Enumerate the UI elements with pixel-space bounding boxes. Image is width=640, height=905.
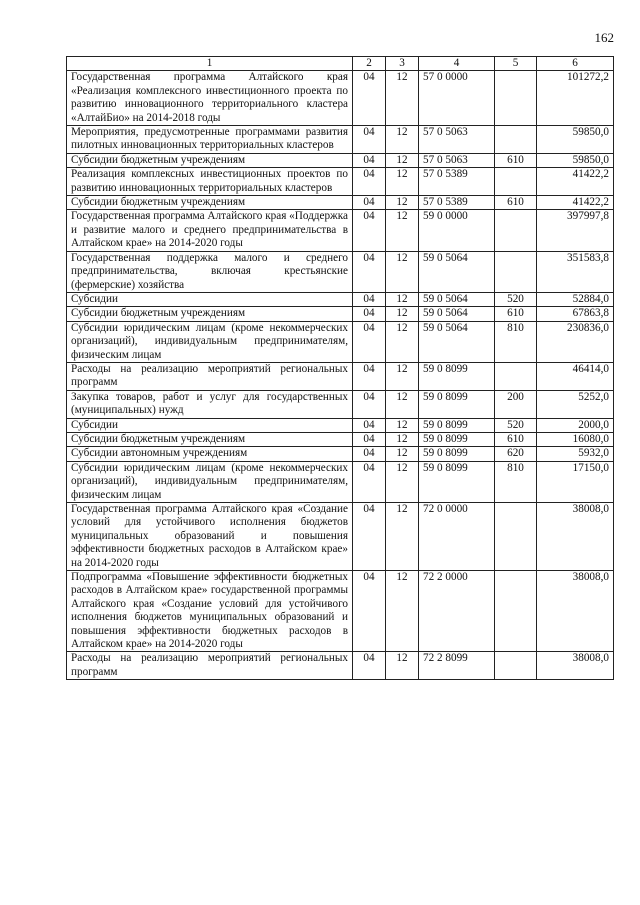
subsection-code: 12 xyxy=(386,390,419,418)
item-name: Субсидии xyxy=(67,418,353,432)
table-row xyxy=(67,390,614,418)
expense-type-code xyxy=(495,362,537,390)
expense-type-code xyxy=(495,126,537,154)
item-name: Субсидии бюджетным учреждениям xyxy=(67,432,353,446)
table-row xyxy=(67,321,614,362)
target-article-code: 59 0 8099 xyxy=(419,447,495,461)
amount: 351583,8 xyxy=(537,251,614,292)
amount: 16080,0 xyxy=(537,432,614,446)
amount: 59850,0 xyxy=(537,126,614,154)
item-name: Реализация комплексных инвестиционных проектов по развитию инновационных территориальных кластеров xyxy=(67,168,353,196)
column-header: 6 xyxy=(537,57,614,71)
target-article-code: 59 0 8099 xyxy=(419,390,495,418)
table-row xyxy=(67,447,614,461)
target-article-code: 72 2 0000 xyxy=(419,571,495,652)
table-row xyxy=(67,503,614,571)
subsection-code: 12 xyxy=(386,251,419,292)
item-name: Расходы на реализацию мероприятий региональных программ xyxy=(67,652,353,680)
item-name: Субсидии бюджетным учреждениям xyxy=(67,153,353,167)
table-row xyxy=(67,251,614,292)
amount: 5932,0 xyxy=(537,447,614,461)
expense-type-code: 810 xyxy=(495,461,537,502)
table-row xyxy=(67,418,614,432)
section-code: 04 xyxy=(353,153,386,167)
table-row xyxy=(67,432,614,446)
amount: 59850,0 xyxy=(537,153,614,167)
expense-type-code: 610 xyxy=(495,196,537,210)
item-name: Государственная поддержка малого и среднего предпринимательства, включая крестьянские (фермерские) хозяйства xyxy=(67,251,353,292)
item-name: Государственная программа Алтайского края «Реализация комплексного инвестиционного проекта по развитию инновационного территориального кластера «АлтайБио» на 2014-2018 годы xyxy=(67,71,353,126)
item-name: Мероприятия, предусмотренные программами развития пилотных инновационных территориальных кластеров xyxy=(67,126,353,154)
column-header: 4 xyxy=(419,57,495,71)
subsection-code: 12 xyxy=(386,447,419,461)
expense-type-code: 610 xyxy=(495,153,537,167)
amount: 101272,2 xyxy=(537,71,614,126)
table-header-row xyxy=(67,57,614,71)
target-article-code: 59 0 5064 xyxy=(419,321,495,362)
amount: 38008,0 xyxy=(537,571,614,652)
target-article-code: 72 0 0000 xyxy=(419,503,495,571)
target-article-code: 57 0 5389 xyxy=(419,168,495,196)
subsection-code: 12 xyxy=(386,652,419,680)
section-code: 04 xyxy=(353,251,386,292)
subsection-code: 12 xyxy=(386,418,419,432)
target-article-code: 57 0 5063 xyxy=(419,126,495,154)
table-row xyxy=(67,210,614,251)
column-header: 2 xyxy=(353,57,386,71)
section-code: 04 xyxy=(353,71,386,126)
amount: 5252,0 xyxy=(537,390,614,418)
section-code: 04 xyxy=(353,571,386,652)
section-code: 04 xyxy=(353,432,386,446)
table-row xyxy=(67,196,614,210)
amount: 2000,0 xyxy=(537,418,614,432)
item-name: Субсидии бюджетным учреждениям xyxy=(67,307,353,321)
subsection-code: 12 xyxy=(386,292,419,306)
table-row xyxy=(67,168,614,196)
subsection-code: 12 xyxy=(386,153,419,167)
table-row xyxy=(67,292,614,306)
table-row xyxy=(67,362,614,390)
column-header: 1 xyxy=(67,57,353,71)
target-article-code: 57 0 5389 xyxy=(419,196,495,210)
section-code: 04 xyxy=(353,321,386,362)
target-article-code: 57 0 0000 xyxy=(419,71,495,126)
expense-type-code: 520 xyxy=(495,292,537,306)
section-code: 04 xyxy=(353,418,386,432)
item-name: Субсидии автономным учреждениям xyxy=(67,447,353,461)
expense-type-code xyxy=(495,652,537,680)
amount: 52884,0 xyxy=(537,292,614,306)
expense-type-code: 610 xyxy=(495,432,537,446)
subsection-code: 12 xyxy=(386,362,419,390)
amount: 38008,0 xyxy=(537,503,614,571)
column-header: 5 xyxy=(495,57,537,71)
subsection-code: 12 xyxy=(386,307,419,321)
section-code: 04 xyxy=(353,292,386,306)
subsection-code: 12 xyxy=(386,432,419,446)
target-article-code: 59 0 8099 xyxy=(419,432,495,446)
item-name: Государственная программа Алтайского края «Поддержка и развитие малого и среднего предпринимательства в Алтайском крае» на 2014-2020 годы xyxy=(67,210,353,251)
target-article-code: 59 0 8099 xyxy=(419,418,495,432)
expense-type-code: 200 xyxy=(495,390,537,418)
item-name: Субсидии бюджетным учреждениям xyxy=(67,196,353,210)
item-name: Расходы на реализацию мероприятий региональных программ xyxy=(67,362,353,390)
subsection-code: 12 xyxy=(386,321,419,362)
expense-type-code xyxy=(495,168,537,196)
target-article-code: 59 0 8099 xyxy=(419,362,495,390)
section-code: 04 xyxy=(353,168,386,196)
amount: 17150,0 xyxy=(537,461,614,502)
subsection-code: 12 xyxy=(386,71,419,126)
table-row xyxy=(67,652,614,680)
item-name: Субсидии юридическим лицам (кроме некоммерческих организаций), индивидуальным предпринимателям, физическим лицам xyxy=(67,321,353,362)
section-code: 04 xyxy=(353,196,386,210)
amount: 41422,2 xyxy=(537,168,614,196)
section-code: 04 xyxy=(353,447,386,461)
target-article-code: 57 0 5063 xyxy=(419,153,495,167)
expense-type-code: 520 xyxy=(495,418,537,432)
section-code: 04 xyxy=(353,126,386,154)
section-code: 04 xyxy=(353,503,386,571)
amount: 67863,8 xyxy=(537,307,614,321)
subsection-code: 12 xyxy=(386,461,419,502)
expense-type-code: 810 xyxy=(495,321,537,362)
target-article-code: 72 2 8099 xyxy=(419,652,495,680)
expense-type-code: 610 xyxy=(495,307,537,321)
item-name: Государственная программа Алтайского края «Создание условий для устойчивого исполнения бюджетов муниципальных образований и повышения эффективности бюджетных расходов в Алтайском крае» на 2014-2020 годы xyxy=(67,503,353,571)
table-row xyxy=(67,307,614,321)
target-article-code: 59 0 0000 xyxy=(419,210,495,251)
item-name: Субсидии xyxy=(67,292,353,306)
amount: 41422,2 xyxy=(537,196,614,210)
table-row xyxy=(67,461,614,502)
amount: 230836,0 xyxy=(537,321,614,362)
section-code: 04 xyxy=(353,210,386,251)
expense-type-code xyxy=(495,210,537,251)
subsection-code: 12 xyxy=(386,126,419,154)
subsection-code: 12 xyxy=(386,168,419,196)
subsection-code: 12 xyxy=(386,210,419,251)
expense-type-code: 620 xyxy=(495,447,537,461)
section-code: 04 xyxy=(353,461,386,502)
subsection-code: 12 xyxy=(386,196,419,210)
target-article-code: 59 0 5064 xyxy=(419,307,495,321)
target-article-code: 59 0 5064 xyxy=(419,251,495,292)
item-name: Подпрограмма «Повышение эффективности бюджетных расходов в Алтайском крае» государственной программы Алтайского края «Создание условий для устойчивого исполнения бюджетов муниципальных образований и повышения эффективности бюджетных расходов в Алтайском крае» на 2014-2020 годы xyxy=(67,571,353,652)
subsection-code: 12 xyxy=(386,571,419,652)
amount: 46414,0 xyxy=(537,362,614,390)
table-body xyxy=(67,71,614,680)
section-code: 04 xyxy=(353,390,386,418)
amount: 38008,0 xyxy=(537,652,614,680)
expense-type-code xyxy=(495,503,537,571)
budget-table xyxy=(66,56,614,680)
table-row xyxy=(67,571,614,652)
section-code: 04 xyxy=(353,307,386,321)
column-header: 3 xyxy=(386,57,419,71)
table-row xyxy=(67,126,614,154)
page-number: 162 xyxy=(594,30,614,45)
target-article-code: 59 0 5064 xyxy=(419,292,495,306)
expense-type-code xyxy=(495,571,537,652)
subsection-code: 12 xyxy=(386,503,419,571)
table-row xyxy=(67,71,614,126)
table-row xyxy=(67,153,614,167)
section-code: 04 xyxy=(353,362,386,390)
expense-type-code xyxy=(495,71,537,126)
amount: 397997,8 xyxy=(537,210,614,251)
target-article-code: 59 0 8099 xyxy=(419,461,495,502)
item-name: Закупка товаров, работ и услуг для государственных (муниципальных) нужд xyxy=(67,390,353,418)
item-name: Субсидии юридическим лицам (кроме некоммерческих организаций), индивидуальным предпринимателям, физическим лицам xyxy=(67,461,353,502)
section-code: 04 xyxy=(353,652,386,680)
expense-type-code xyxy=(495,251,537,292)
